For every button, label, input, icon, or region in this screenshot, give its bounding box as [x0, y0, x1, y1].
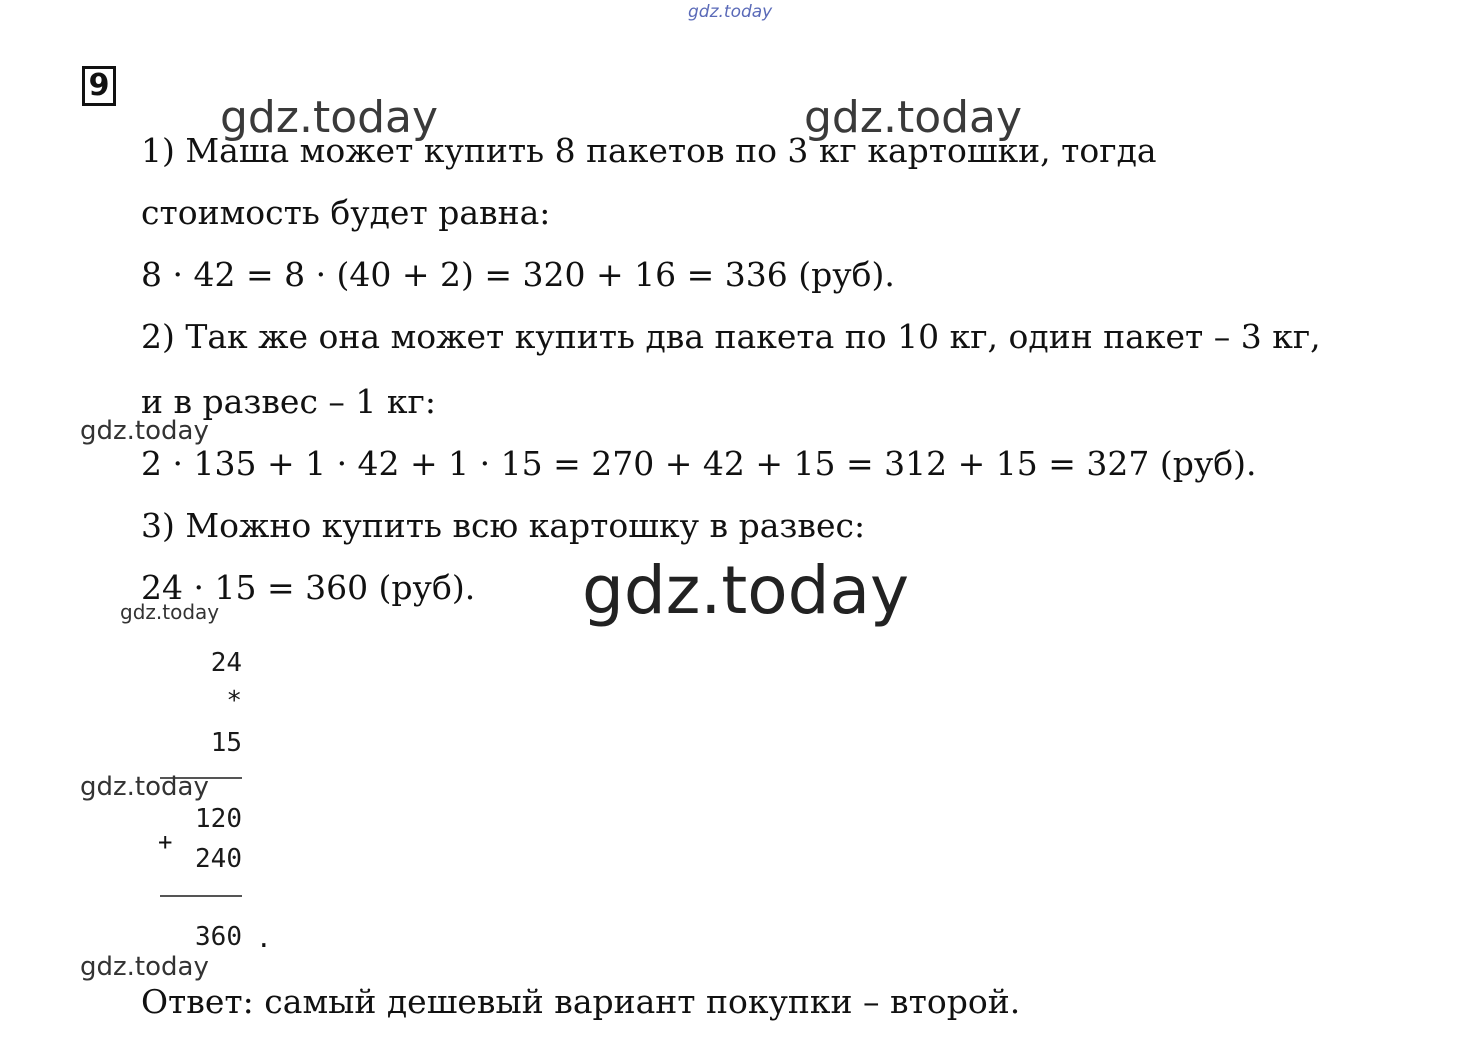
column-rule-2: [160, 895, 242, 897]
column-multiplier: 15: [210, 728, 242, 758]
watermark-middle-left: gdz.today: [80, 416, 209, 446]
solution-line-2: стоимость будет равна:: [141, 193, 551, 232]
solution-line-3: 8 · 42 = 8 · (40 + 2) = 320 + 16 = 336 (руб).: [141, 255, 895, 294]
column-operator: *: [226, 686, 242, 716]
column-partial-1: 120: [195, 804, 242, 834]
watermark-top: gdz.today: [688, 2, 773, 22]
column-partial-2: 240: [195, 844, 242, 874]
solution-line-4: 2) Так же она может купить два пакета по 10 кг, один пакет – 3 кг,: [141, 317, 1321, 356]
column-multiplicand: 24: [210, 648, 242, 678]
watermark-large-right: gdz.today: [804, 92, 1023, 143]
watermark-small-left: gdz.today: [120, 600, 220, 624]
watermark-middle-left-3: gdz.today: [80, 952, 209, 982]
solution-line-6: 2 · 135 + 1 · 42 + 1 · 15 = 270 + 42 + 15 = 312 + 15 = 327 (руб).: [141, 444, 1257, 483]
column-result: 360: [195, 922, 242, 952]
solution-line-1: 1) Маша может купить 8 пакетов по 3 кг картошки, тогда: [141, 131, 1157, 170]
watermark-large-left: gdz.today: [220, 92, 439, 143]
solution-line-8: 24 · 15 = 360 (руб).: [141, 568, 476, 607]
watermark-huge-center: gdz.today: [582, 552, 910, 629]
watermark-middle-left-2: gdz.today: [80, 772, 209, 802]
column-trailing-dot: .: [256, 924, 272, 954]
solution-line-5: и в развес – 1 кг:: [141, 382, 436, 421]
column-plus-sign: +: [158, 828, 173, 856]
answer-line: Ответ: самый дешевый вариант покупки – второй.: [141, 982, 1021, 1021]
task-number-box: 9: [82, 66, 116, 106]
solution-line-7: 3) Можно купить всю картошку в развес:: [141, 506, 866, 545]
